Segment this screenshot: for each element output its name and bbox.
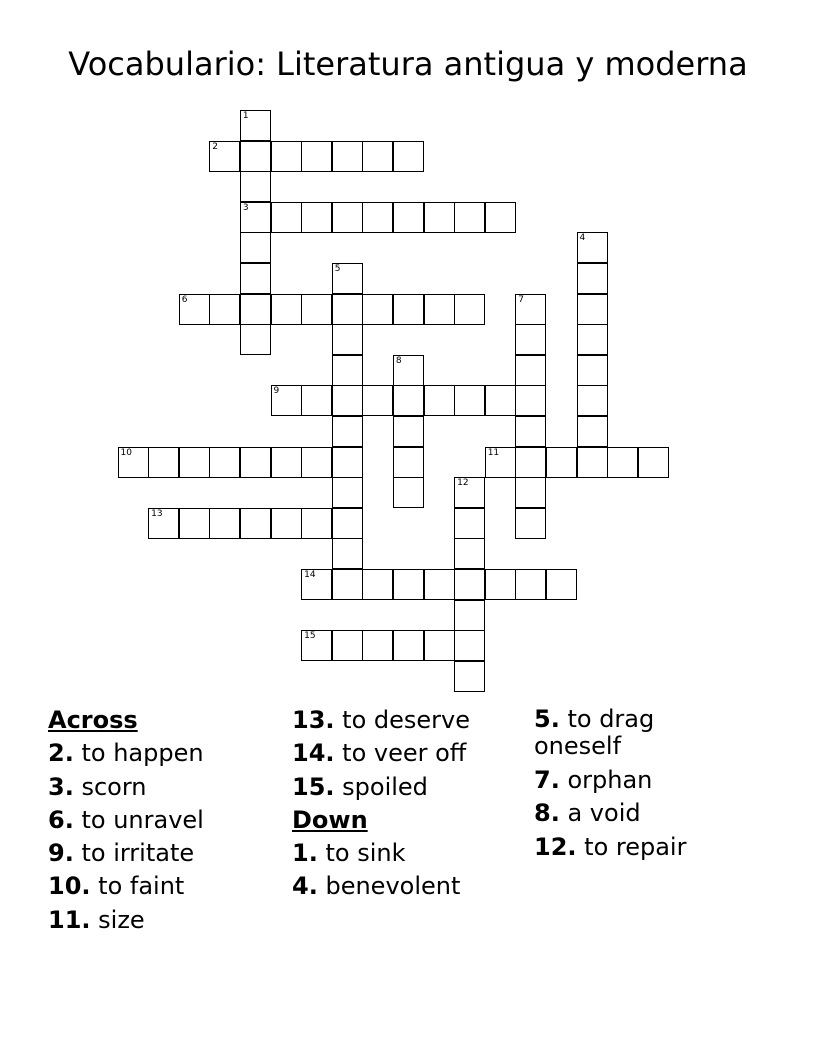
crossword-cell[interactable] [332,447,363,478]
clue-text: to happen [81,739,204,768]
clue-number: 3. [48,772,74,801]
crossword-cell[interactable] [485,202,516,233]
crossword-cell[interactable] [424,202,455,233]
crossword-cell[interactable] [393,202,424,233]
clue-number: 9. [48,839,74,868]
crossword-cell[interactable] [454,538,485,569]
clue-text: scorn [81,772,147,801]
crossword-cell[interactable] [332,355,363,386]
cell-number: 10 [120,447,132,458]
crossword-cell[interactable] [179,508,210,539]
clue-text: to repair [584,832,687,861]
cell-number: 13 [151,508,163,519]
crossword-cell[interactable] [332,538,363,569]
crossword-cell[interactable] [393,416,424,447]
clue-text: to veer off [342,739,467,768]
clue-text: to faint [98,872,185,901]
crossword-cell[interactable] [515,508,546,539]
clue-across-10 [48,870,204,903]
clue-down-7 [534,764,734,797]
crossword-cell[interactable] [607,447,638,478]
crossword-cell[interactable] [240,232,271,263]
cell-number: 1 [242,111,249,121]
clue-down-1 [292,837,470,870]
crossword-cell[interactable] [577,447,608,478]
crossword-cell[interactable] [424,630,455,661]
crossword-cell[interactable] [515,324,546,355]
clue-number: 5. [534,705,560,733]
crossword-cell[interactable] [179,294,210,325]
clue-number: 7. [534,766,560,794]
clue-text: size [98,905,145,934]
crossword-cell[interactable] [393,477,424,508]
clue-across-9 [48,837,204,870]
clue-across-2 [48,737,204,770]
cell-number: 9 [273,386,280,397]
crossword-cell[interactable] [485,385,516,416]
crossword-cell[interactable] [148,508,179,539]
across-heading: Across [48,706,138,734]
crossword-cell[interactable] [271,508,302,539]
crossword-cell[interactable] [209,141,240,172]
clue-number: 13. [292,706,335,734]
crossword-cell[interactable] [393,447,424,478]
clue-text: orphan [567,766,653,794]
clue-text: spoiled [342,772,428,801]
cell-number: 2 [212,141,219,152]
crossword-cell[interactable] [332,385,363,416]
crossword-cell[interactable] [271,385,302,416]
crossword-cell[interactable] [424,385,455,416]
clues-column-3 [534,704,734,864]
crossword-cell[interactable] [301,385,332,416]
crossword-cell[interactable] [362,569,393,600]
clue-across-13 [292,704,470,737]
crossword-cell[interactable] [424,294,455,325]
clue-across-11 [48,904,204,937]
crossword-cell[interactable] [362,294,393,325]
crossword-cell[interactable] [118,447,149,478]
clue-number: 8. [534,799,560,828]
crossword-cell[interactable] [332,263,363,294]
clue-text: benevolent [325,872,461,901]
crossword-cell[interactable] [424,569,455,600]
crossword-cell[interactable] [240,263,271,294]
crossword-cell[interactable] [515,385,546,416]
crossword-cell[interactable] [454,477,485,508]
down-heading: Down [292,805,368,834]
clue-across-14 [292,737,470,770]
crossword-cell[interactable] [454,385,485,416]
crossword-cell[interactable] [454,202,485,233]
cell-number: 3 [242,202,249,213]
crossword-cell[interactable] [485,569,516,600]
clue-down-8 [534,797,734,830]
crossword-cell[interactable] [577,324,608,355]
clue-down-12 [534,831,734,864]
clue-number: 1. [292,839,318,868]
crossword-cell[interactable] [577,355,608,386]
cell-number: 12 [457,478,469,489]
clue-number: 11. [48,905,91,934]
crossword-cell[interactable] [362,385,393,416]
clue-text: to irritate [81,839,195,868]
clue-text: to sink [325,839,406,868]
crossword-cell[interactable] [332,416,363,447]
crossword-cell[interactable] [546,447,577,478]
crossword-cell[interactable] [271,202,302,233]
clue-text: to unravel [81,805,204,834]
crossword-cell[interactable] [577,385,608,416]
crossword-cell[interactable] [332,202,363,233]
clue-across-15 [292,771,470,804]
crossword-cell[interactable] [454,508,485,539]
crossword-cell[interactable] [515,447,546,478]
crossword-cell[interactable] [393,141,424,172]
crossword-cell[interactable] [240,141,271,172]
crossword-cell[interactable] [393,569,424,600]
clue-number: 12. [534,832,577,861]
crossword-cell[interactable] [515,294,546,325]
crossword-cell[interactable] [240,508,271,539]
cell-number: 4 [579,233,586,244]
crossword-cell[interactable] [332,294,363,325]
crossword-cell[interactable] [332,508,363,539]
crossword-cell[interactable] [454,661,485,692]
crossword-cell[interactable] [454,294,485,325]
cell-number: 11 [487,447,500,458]
crossword-cell[interactable] [393,630,424,661]
crossword-cell[interactable] [546,569,577,600]
crossword-cell[interactable] [240,447,271,478]
cell-number: 15 [304,631,316,642]
crossword-cell[interactable] [271,141,302,172]
cell-number: 8 [395,355,402,366]
crossword-cell[interactable] [393,385,424,416]
crossword-cell[interactable] [577,416,608,447]
cell-number: 14 [304,570,316,580]
clue-number: 4. [292,872,318,901]
crossword-cell[interactable] [362,630,393,661]
clue-number: 10. [48,872,91,901]
crossword-cell[interactable] [240,202,271,233]
clue-down-4 [292,870,470,903]
clue-text: a void [567,799,641,828]
cell-number: 7 [518,294,525,305]
crossword-cell[interactable] [240,294,271,325]
crossword-cell[interactable] [332,477,363,508]
crossword-cell[interactable] [577,263,608,294]
crossword-cell[interactable] [332,324,363,355]
crossword-cell[interactable] [577,232,608,263]
crossword-cell[interactable] [362,202,393,233]
crossword-cell[interactable] [393,294,424,325]
crossword-cell[interactable] [209,508,240,539]
crossword-cell[interactable] [301,294,332,325]
clue-number: 2. [48,739,74,768]
crossword-cell[interactable] [332,630,363,661]
crossword-cell[interactable] [393,355,424,386]
clue-number: 14. [292,739,335,768]
crossword-cell[interactable] [362,141,393,172]
crossword-cell[interactable] [332,569,363,600]
clue-text: to drag oneself [534,705,655,760]
crossword-cell[interactable] [301,508,332,539]
clue-number: 15. [292,772,335,801]
crossword-cell[interactable] [301,447,332,478]
crossword-cell[interactable] [332,141,363,172]
crossword-cell[interactable] [515,569,546,600]
clue-down-5 [534,704,734,764]
page-title: Vocabulario: Literatura antigua y moderna [68,45,748,83]
crossword-cell[interactable] [209,447,240,478]
crossword-cell[interactable] [638,447,669,478]
clues-column-1 [48,704,204,937]
crossword-cell[interactable] [485,447,516,478]
crossword-cell[interactable] [179,447,210,478]
clue-number: 6. [48,805,74,834]
crossword-cell[interactable] [454,569,485,600]
crossword-cell[interactable] [240,110,271,141]
clues-column-2 [292,704,470,904]
crossword-cell[interactable] [454,600,485,631]
clue-across-6 [48,804,204,837]
cell-number: 6 [181,294,188,305]
crossword-cell[interactable] [301,141,332,172]
crossword-cell[interactable] [515,355,546,386]
crossword-cell[interactable] [271,447,302,478]
clue-across-3 [48,771,204,804]
clue-text: to deserve [342,706,470,734]
crossword-cell[interactable] [515,416,546,447]
crossword-cell[interactable] [454,630,485,661]
crossword-cell[interactable] [515,477,546,508]
crossword-cell[interactable] [209,294,240,325]
crossword-cell[interactable] [148,447,179,478]
crossword-cell[interactable] [301,569,332,600]
crossword-cell[interactable] [271,294,302,325]
crossword-cell[interactable] [240,171,271,202]
crossword-cell[interactable] [240,324,271,355]
crossword-cell[interactable] [301,630,332,661]
crossword-cell[interactable] [577,294,608,325]
cell-number: 5 [334,264,341,274]
crossword-cell[interactable] [301,202,332,233]
